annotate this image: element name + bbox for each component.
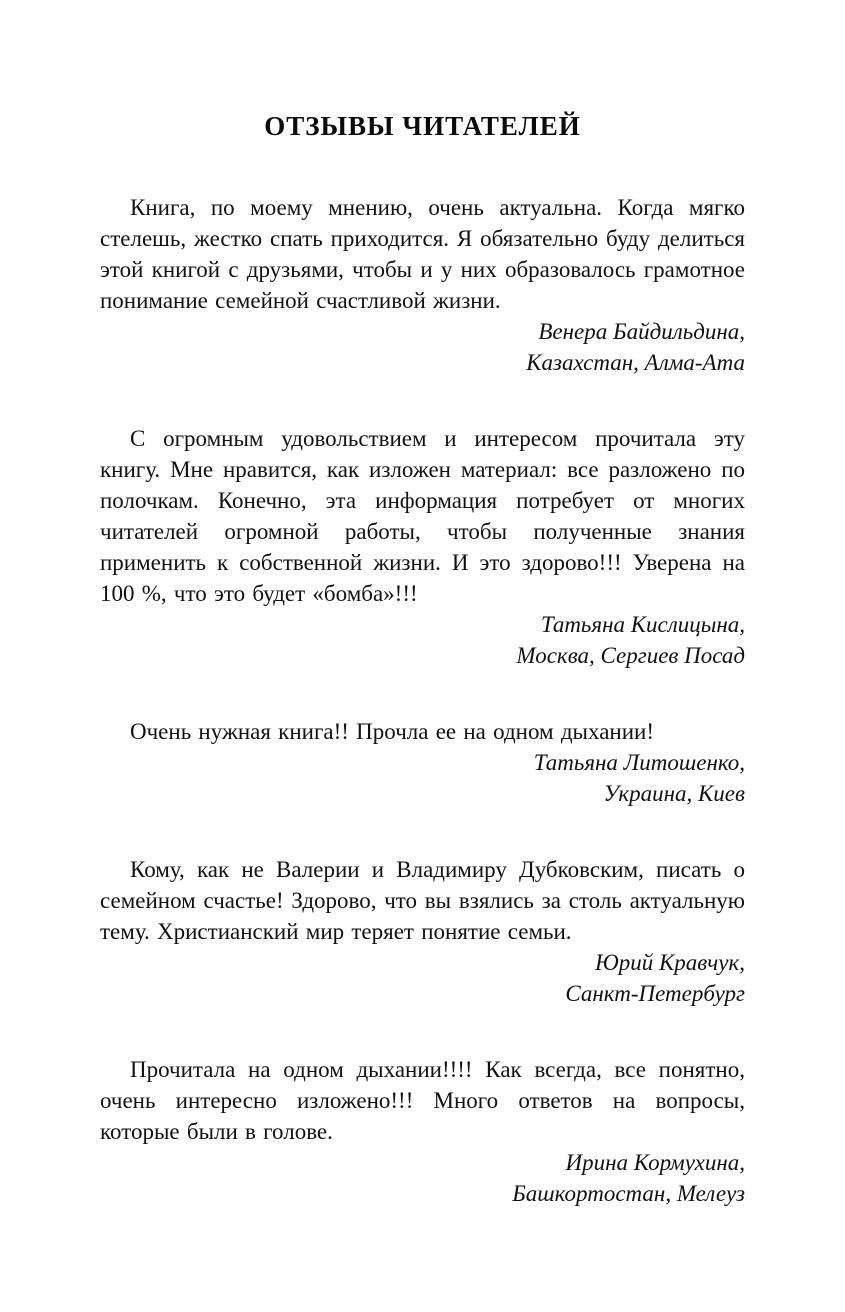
page-title: ОТЗЫВЫ ЧИТАТЕЛЕЙ: [264, 111, 581, 141]
review-block: [100, 716, 745, 809]
review-block: [100, 1054, 745, 1209]
review-location: Казахстан, Алма-Ата: [526, 350, 745, 375]
review-block: [100, 192, 745, 378]
review-block: [100, 423, 745, 671]
review-author: Венера Байдильдина,: [538, 319, 745, 344]
review-text: Кому, как не Валерии и Владимиру Дубковским, писать о семейном счастье! Здорово, что вы взялись за столь актуальную тему. Христианский мир теряет понятие семьи.: [100, 857, 745, 944]
review-location: Украина, Киев: [603, 781, 745, 806]
review-text: Прочитала на одном дыхании!!!! Как всегда, все понятно, очень интересно изложено!!! Много ответов на вопросы, которые были в голове.: [100, 1057, 745, 1144]
review-location: Башкортостан, Мелеуз: [512, 1181, 745, 1206]
review-text: Очень нужная книга!! Прочла ее на одном дыхании!: [130, 719, 654, 744]
review-location: Москва, Сергиев Посад: [516, 643, 745, 668]
review-author: Ирина Кормухина,: [565, 1150, 745, 1175]
review-author: Татьяна Литошенко,: [533, 750, 745, 775]
review-author: Татьяна Кислицына,: [540, 612, 745, 637]
review-block: [100, 854, 745, 1009]
review-location: Санкт-Петербург: [565, 981, 745, 1006]
review-author: Юрий Кравчук,: [595, 950, 745, 975]
review-text: С огромным удовольствием и интересом прочитала эту книгу. Мне нравится, как изложен материал: все разложено по полочкам. Конечно, эта информация потребует от многих читателей огромной работы, чтобы полученные знания применить к собственной жизни. И это здорово!!! Уверена на 100 %, что это будет «бомба»!!!: [100, 426, 745, 606]
review-text: Книга, по моему мнению, очень актуальна. Когда мягко стелешь, жестко спать приходится. Я обязательно буду делиться этой книгой с друзьями, чтобы и у них образовалось грамотное понимание семейной счастливой жизни.: [100, 195, 745, 313]
